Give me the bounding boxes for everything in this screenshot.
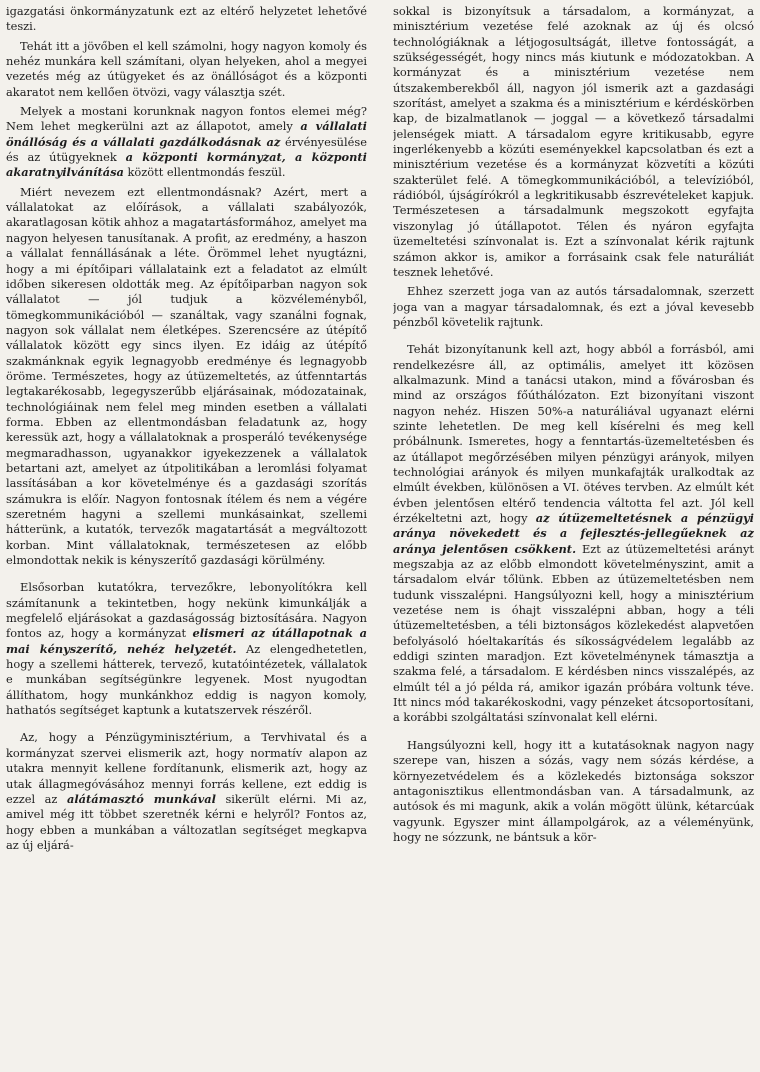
- paragraph-p6: [6, 730, 367, 853]
- paragraph-p1: [6, 4, 367, 35]
- paragraph-text: Az, hogy a Pénzügyminisztérium, a Tervhivatal és a kormányzat szervei elismerik azt, hogy normatív alapon az utakra mennyit kellene fordítanunk, elismerik azt, hogy az utak állagmegóvásához mennyi forrás kellene, ezt eddig is ezzel az: [6, 730, 367, 806]
- right-column: [393, 4, 754, 1072]
- paragraph-text: Miért nevezem ezt ellentmondásnak? Azért, mert a vállalatokat az előírások, a vállalati szabályozók, akaratlagosan kötik ahhoz a magatartásformához, amelyet ma nagyon helyesen tanusítanak. A profit, az eredmény, a haszon a vállalat fennállásának a léte. Örömmel lehet nyugtázni, hogy a mi építőipari vállalataink ezt a feladatot az elmúlt időben sikeresen oldották meg. Az építőiparban nagyon sok vállalatot — jól tudjuk a közvéleményből, tömegkommunikációból — szanáltak, vagy szanálni fognak, nagyon sok vállalat nem életképes. Szerencsére az útépítő vállalatok között egy sincs ilyen. Ez idáig az útépítő szakmánknak egyik legnagyobb eredménye és legnagyobb öröme. Természetes, hogy az útüzemeltetés, az útfenntartás legtakarékosabb, legegyszerűbb eljárásainak, módozatainak, technológiáinak nem felel meg minden esetben a vállalati forma. Ebben az ellentmondásban feladatunk az, hogy keressük azt, hogy a vállalatoknak a prosperáló tevékenysége megmaradhasson, ugyanakkor igyekezzenek a vállalatok betartani azt, amelyet az útpolitikában a leromlási folyamat lassításában a kor követelménye és a gazdasági szorítás számukra is előír. Nagyon fontosnak ítélem és nem a végére szeretném hagyni a szellemi munkásainkat, szellemi hátterünk, a kutatók, tervezők magatartását a megváltozott korban. Mint vállalatoknak, természetesen az előbb elmondottak nekik is kényszerítő gazdasági körülmény.: [6, 184, 367, 568]
- paragraph-p5: [6, 580, 367, 718]
- paragraph-text: Tehát itt a jövőben el kell számolni, hogy nagyon komoly és nehéz munkára kell számítani, olyan helyeken, ahol a megyei vezetés még az útügyeket és az önállóságot és a központi akaratot nem kellően ötvözi, vagy választja szét.: [6, 38, 367, 99]
- paragraph-text: között ellentmondás feszül.: [123, 165, 286, 180]
- paragraph-text: Tehát bizonyítanunk kell azt, hogy abból a forrásból, ami rendelkezésre áll, az optimális, amelyet itt közösen alkalmazunk. Mind a tanácsi utakon, mind a fővárosban és mind az országos főúthálózaton. Ezt bizonyítani viszont nagyon nehéz. Hiszen 50%-a naturáliával ugyanazt elérni szinte lehetetlen. De meg kell kísérelni és meg kell próbálnunk. Ismeretes, hogy a fenntartás-üzemeltetésben és az útállapot megőrzésében milyen pénzügyi arányok, milyen technológiai arányok és milyen munkafajták uralkodtak az elmúlt években, különösen a VI. ötéves tervben. Az elmúlt két évben jelentősen eltérő tendencia váltotta fel azt. Jól kell érzékeltetni azt, hogy: [393, 342, 754, 525]
- paragraph-text: igazgatási önkormányzatunk ezt az eltérő helyzetet lehetővé teszi.: [6, 4, 367, 34]
- paragraph-p4: [6, 185, 367, 569]
- paragraph-p3: [6, 104, 367, 181]
- paragraph-text: sokkal is bizonyítsuk a társadalom, a kormányzat, a minisztérium vezetése felé azoknak az új és olcsó technológiáknak a létjogosultságát, illetve fontosságát, a szükségességét, hogy nincs más kiutunk e módozatokban. A kormányzat és a minisztérium vezetése nem útszakemberekből áll, nagyon jól ismerik azt a gazdasági szorítást, amelyet a szakma és a minisztérium e kérdéskörben kap, de bizalmatlanok — joggal — a következő társadalmi jelenségek miatt. A társadalom egyre kritikusabb, egyre ingerlékenyebb a közúti eseményekkel kapcsolatban és ezt a minisztérium vezetése és a kormányzat közvetíti a közúti szakterület felé. A tömegkommunikációból, a televízióból, rádióból, újságírókról a legkritikusabb észrevételeket kapjuk. Természetesen a társadalmunk megszokott egyfajta viszonylag jó útállapotot. Télen és nyáron egyfajta üzemeltetési színvonalat is. Ezt a színvonalat kérik rajtunk számon akkor is, amikor a forrásaink csak fele naturáliát tesznek lehetővé.: [393, 4, 754, 279]
- paragraph-p10: [393, 738, 754, 845]
- emphasized-text: a központi kormányzat, a központi akaratnyilvánítása: [6, 150, 367, 180]
- emphasized-text: az útüzemeltetésnek a pénzügyi aránya növekedett és a fejlesztés-jellegűeknek az aránya jelentősen csökkent.: [393, 511, 754, 556]
- paragraph-text: Elsősorban kutatókra, tervezőkre, lebonyolítókra kell számítanunk a tekintetben, hogy nekünk kimunkálják a megfelelő eljárásokat a gazdaságosság biztosítására. Nagyon fontos az, hogy a kormányzat: [6, 580, 367, 641]
- emphasized-text: a vállalati önállóság és a vállalati gazdálkodásnak az: [6, 119, 367, 149]
- emphasized-text: alátámasztó munkával: [66, 791, 216, 806]
- paragraph-text: sikerült elérni. Mi az, amivel még itt többet szeretnék kérni e helyről? Fontos az, hogy ebben a munkában a változatlan segítséget megkapva az új eljárá-: [6, 791, 367, 852]
- left-column: [6, 4, 367, 1072]
- paragraph-text: Ezt az útüzemeltetési arányt megszabja az az előbb elmondott követelményszint, amit a társadalom elvár tőlünk. Ebben az útüzemeltetésben nem tudunk visszalépni. Hangsúlyozni kell, hogy a minisztérium vezetése nem is óhajt visszalépni abban, hogy a téli útüzemeltetésben, a téli biztonságos közlekedést alapvetően befolyásoló hóeltakarítás és síkosságvédelem legalább az eddigi szinten maradjon. Ezt követelménynek támasztja a szakma felé, a társadalom. E kérdésben nincs visszalépés, az elmúlt tél a jó példa rá, amikor igazán próbára voltunk téve. Itt nincs mód takarékoskodni, vagy pénzeket átcsoportosítani, a korábbi szolgáltatási színvonalat kell elérni.: [393, 541, 754, 725]
- emphasized-text: elismeri az útállapotnak a mai kényszerítő, nehéz helyzetét.: [6, 626, 367, 656]
- paragraph-text: Az elengedhetetlen, hogy a szellemi hátterek, tervező, kutatóintézetek, vállalatok e munkában segítségünkre legyenek. Most nyugodtan állíthatom, hogy munkánkhoz eddig is nagyon komoly, hathatós segítséget kaptunk a kutatszervek részéről.: [6, 641, 367, 718]
- paragraph-text: érvényesülése és az útügyeknek: [6, 134, 367, 165]
- paragraph-p8: [393, 284, 754, 330]
- paragraph-text: Melyek a mostani korunknak nagyon fontos elemei még? Nem lehet megkerülni azt az állapotot, amely: [6, 104, 367, 134]
- paragraph-text: Ehhez szerzett joga van az autós társadalomnak, szerzett joga van a magyar társadalomnak, és ezt a jóval kevesebb pénzből követelik rajtunk.: [393, 284, 754, 329]
- paragraph-p7: [393, 4, 754, 280]
- paragraph-p9: [393, 342, 754, 726]
- paragraph-p2: [6, 39, 367, 100]
- paragraph-text: Hangsúlyozni kell, hogy itt a kutatásoknak nagyon nagy szerepe van, hiszen a sózás, vagy nem sózás kérdése, a környezetvédelem és a közlekedés biztonsága sokszor antagonisztikus ellentmondásban van. A társadalmunk, az autósok és mi magunk, akik a volán mögött ülünk, kétarcúak vagyunk. Egyszer mint állampolgárok, az a véleményünk, hogy ne sózzunk, ne bántsuk a kör-: [393, 737, 754, 844]
